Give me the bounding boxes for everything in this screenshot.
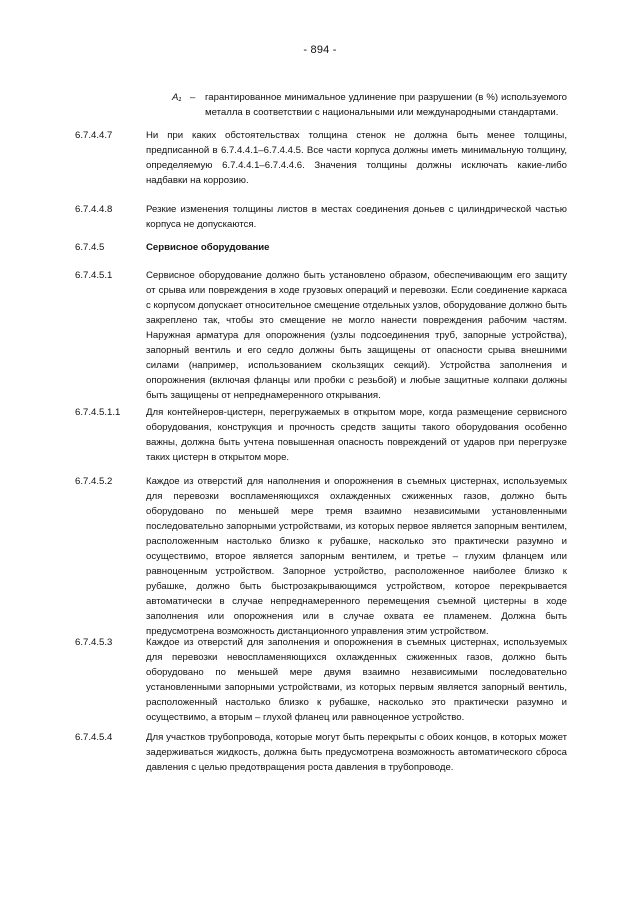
section-text: Каждое из отверстий для заполнения и опорожнения в съемных цистернах, используемых для перевозки невоспламеняющихся охлажденных сжиженных газов, должно быть оборудовано по меньшей мере двумя взаимно независимыми последовательно установленными запорными устройствами, из которых первым является запорный вентиль, расположенный настолько близко к рубашке, насколько это практически разумно и осуществимо, а вторым – глухой фланец или равноценное устройство.	[146, 637, 567, 723]
section-text: Сервисное оборудование должно быть установлено образом, обеспечивающим его защиту от срыва или повреждения в ходе грузовых операций и перевозки. Если соединение каркаса с корпусом допускает относительное смещение отдельных узлов, оборудование должно быть закреплено так, чтобы это смещение не могло нанести повреждения рабочим частям. Наружная арматура для опорожнения (узлы подсоединения труб, запорные устройства), запорный вентиль и его седло должны быть защищены от опасности срыва внешними силами (например, использованием скользящих секций). Устройства заполнения и опорожнения (включая фланцы или пробки с резьбой) и любые защитные колпаки должны быть защищены от непреднамеренного открывания.	[146, 270, 567, 401]
section-number: 6.7.4.5.3	[75, 637, 113, 648]
section-number: 6.7.4.4.8	[75, 204, 113, 215]
section-6-7-4-5-2	[75, 474, 567, 639]
section-6-7-4-5-1-1	[75, 405, 567, 465]
section-heading: Сервисное оборудование	[146, 242, 270, 253]
definition-item	[172, 90, 567, 120]
section-text: Ни при каких обстоятельствах толщина стенок не должна быть менее толщины, предписанной в 6.7.4.4.1–6.7.4.4.5. Все части корпуса должны иметь минимальную толщину, определяемую 6.7.4.4.1–6.7.4.4.6. Значения толщины должны исключать какие-либо надбавки на коррозию.	[146, 130, 567, 186]
section-text: Резкие изменения толщины листов в местах соединения доньев с цилиндрической частью корпуса не допускаются.	[146, 204, 567, 230]
section-text: Для участков трубопровода, которые могут быть перекрыты с обоих концов, в которых может задерживаться жидкость, должна быть предусмотрена возможность автоматического сброса давления с целью предотвращения роста давления в трубопроводе.	[146, 732, 567, 773]
section-number: 6.7.4.5.2	[75, 476, 113, 487]
section-6-7-4-5-4	[75, 730, 567, 775]
section-text: Каждое из отверстий для наполнения и опорожнения в съемных цистернах, используемых для перевозки воспламеняющихся охлажденных сжиженных газов, должно быть оборудовано по меньшей мере тремя взаимно независимыми установленными последовательно запорными устройствами, из которых первое является запорным вентилем, расположенным настолько близко к рубашке, насколько это практически разумно и осуществимо, второе является запорным вентилем, и третье – глухим фланцем или равноценным устройством. Запорное устройство, расположенное наиболее близко к рубашке, должно быть быстрозакрывающимся устройством, которое перекрывается автоматически в случае непреднамеренного перемещения съемной цистерны в ходе заполнения или опорожнения или в случае охвата ее пламенем. Должна быть предусмотрена возможность дистанционного управления этим устройством.	[146, 476, 567, 637]
section-6-7-4-5-1	[75, 268, 567, 403]
section-6-7-4-5-heading	[75, 240, 567, 255]
section-number: 6.7.4.5.1.1	[75, 407, 121, 418]
section-number: 6.7.4.4.7	[75, 130, 113, 141]
section-number: 6.7.4.5	[75, 242, 105, 253]
section-text: Для контейнеров-цистерн, перегружаемых в открытом море, когда размещение сервисного оборудования, конструкция и прочность средств защиты такого оборудования особенно важны, должна быть учтена повышенная опасность повреждений от ударов при перегрузке таких цистерн в открытом море.	[146, 407, 567, 463]
page-number: - 894 -	[303, 44, 337, 56]
definition-symbol: A₁	[172, 92, 182, 103]
section-number: 6.7.4.5.1	[75, 270, 113, 281]
section-6-7-4-4-8	[75, 202, 567, 232]
section-6-7-4-4-7	[75, 128, 567, 188]
definition-text: гарантированное минимальное удлинение при разрушении (в %) используемого металла в соответствии с национальными или международными стандартами.	[205, 92, 567, 118]
section-6-7-4-5-3	[75, 635, 567, 725]
section-number: 6.7.4.5.4	[75, 732, 113, 743]
definition-dash: –	[190, 92, 196, 103]
